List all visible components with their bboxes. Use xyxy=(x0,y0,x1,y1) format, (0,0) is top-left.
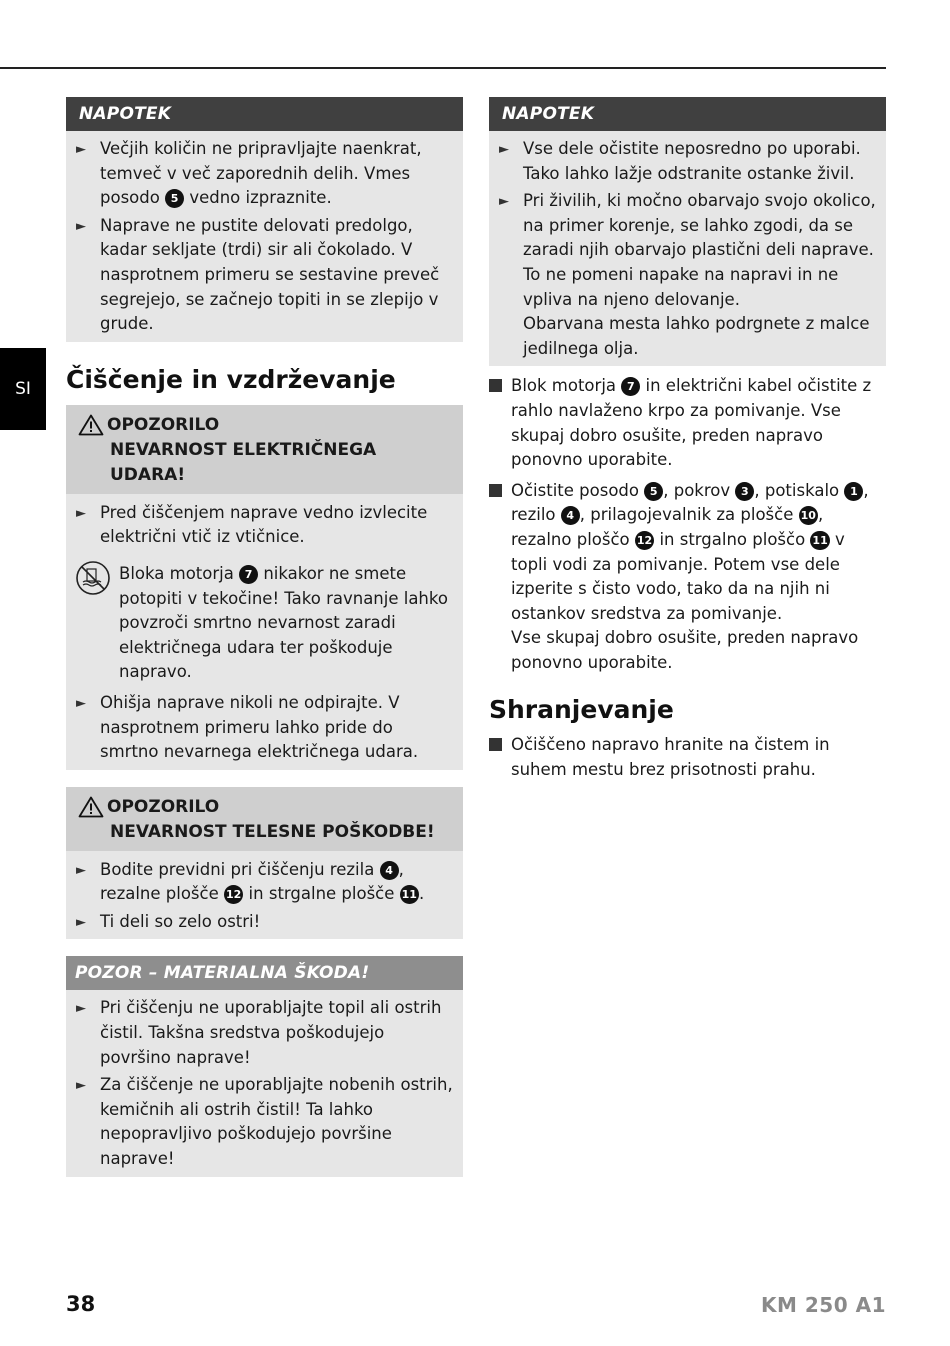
arrow-icon: ► xyxy=(76,1078,86,1094)
square-bullet-icon xyxy=(489,484,502,497)
part-number-badge: 5 xyxy=(644,482,663,501)
top-rule xyxy=(0,67,886,69)
note-title: NAPOTEK xyxy=(489,97,886,131)
left-column xyxy=(66,97,463,1177)
part-number-badge: 12 xyxy=(224,885,243,904)
arrow-icon: ► xyxy=(76,862,86,878)
list-item: ► Pred čiščenjem naprave vedno izvlecite električni vtič iz vtičnice. xyxy=(76,502,428,547)
square-bullet-icon xyxy=(489,738,502,751)
warning-header xyxy=(66,787,463,851)
step-item: Blok motorja 7 in električni kabel očistite z rahlo navlaženo krpo za pomivanje. Vse skupaj dobro osušite, preden napravo ponovno uporabite. xyxy=(489,374,886,472)
no-submerge-notice xyxy=(76,562,453,685)
part-number-badge: 7 xyxy=(239,565,258,584)
warning-label: OPOZORILO xyxy=(107,414,220,435)
part-number-badge: 4 xyxy=(380,861,399,880)
list-item: ► Bodite previdni pri čiščenju rezila 4 , rezalne plošče 12 in strgalne plošče 11 . xyxy=(76,859,425,904)
warning-subtitle: NEVARNOST TELESNE POŠKODBE! xyxy=(110,821,435,842)
no-submerge-icon xyxy=(75,560,111,596)
warning-header xyxy=(66,405,463,494)
step-item: Očistite posodo 5 , pokrov 3 , potiskalo 1 , rezilo 4 , prilagojevalnik za plošče 10 , rezalno ploščo 12 in strgalno ploščo 11 v topli vodi za pomivanje. Potem vse dele izperite s čisto vodo, tako da na njih ni ostankov sredstva za pomivanje. Vse skupaj dobro osušite, preden napravo ponovno uporabite. xyxy=(489,479,886,676)
warning-box-electric xyxy=(66,405,463,770)
list-item: ► Vse dele očistite neposredno po uporabi. Tako lahko lažje odstranite ostanke živil. xyxy=(499,139,861,183)
warning-box-injury xyxy=(66,787,463,940)
right-column xyxy=(489,97,886,789)
note-box-right xyxy=(489,97,886,366)
arrow-icon: ► xyxy=(76,914,86,930)
part-number-badge: 7 xyxy=(621,377,640,396)
list-item: ► Ti deli so zelo ostri! xyxy=(76,910,453,935)
list-item: ► Večjih količin ne pripravljajte naenkrat, temveč v več zaporednih delih. Vmes posodo 5 vedno izpraznite. xyxy=(76,139,422,208)
arrow-icon: ► xyxy=(499,194,509,210)
arrow-icon: ► xyxy=(76,1001,86,1017)
part-number-badge: 10 xyxy=(799,506,818,525)
part-number-badge: 12 xyxy=(635,531,654,550)
list-item: ► Ohišja naprave nikoli ne odpirajte. V nasprotnem primeru lahko pride do smrtno nevarnega električnega udara. xyxy=(76,692,419,762)
part-number-badge: 3 xyxy=(735,482,754,501)
arrow-icon: ► xyxy=(76,218,86,234)
step-item: Očiščeno napravo hranite na čistem in suhem mestu brez prisotnosti prahu. xyxy=(489,733,886,782)
section-heading-cleaning: Čiščenje in vzdrževanje xyxy=(66,364,396,394)
part-number-badge: 5 xyxy=(165,189,184,208)
part-number-badge: 1 xyxy=(844,482,863,501)
warning-triangle-icon xyxy=(78,796,104,818)
square-bullet-icon xyxy=(489,379,502,392)
arrow-icon: ► xyxy=(76,142,86,157)
part-number-badge: 11 xyxy=(400,885,419,904)
caution-title: POZOR – MATERIALNA ŠKODA! xyxy=(66,956,463,990)
list-item: ► Naprave ne pustite delovati predolgo, kadar sekljate (trdi) sir ali čokolado. V nasprotnem primeru se sestavine preveč segrejejo, se začnejo topiti in se zlepijo v grude. xyxy=(76,215,440,334)
no-submerge-text: Bloka motorja 7 nikakor ne smete potopiti v tekočine! Tako ravnanje lahko povzroči smrtno nevarnost zaradi električnega udara ter poškoduje napravo. xyxy=(119,563,448,682)
part-number-badge: 11 xyxy=(810,531,829,550)
arrow-icon: ► xyxy=(499,142,509,157)
language-tab xyxy=(0,348,46,430)
list-item: ► Pri živilih, ki močno obarvajo svojo okolico, na primer korenje, se lahko zgodi, da se zaradi njih obarvajo plastični deli naprave. To ne pomeni napake na napravi in ne vpliva na njeno delovanje. Obarvana mesta lahko podrgnete z malce jedilnega olja. xyxy=(499,191,876,358)
caution-box-material xyxy=(66,956,463,1176)
warning-subtitle: NEVARNOST ELEKTRIČNEGA UDARA! xyxy=(110,439,377,485)
list-item: ► Za čiščenje ne uporabljajte nobenih ostrih, kemičnih ali ostrih čistil! Ta lahko nepopravljivo poškodujejo površine naprave! xyxy=(76,1075,453,1169)
language-label: SI xyxy=(15,379,31,399)
list-item: ► Pri čiščenju ne uporabljajte topil ali ostrih čistil. Takšna sredstva poškodujejo površino naprave! xyxy=(76,998,442,1067)
arrow-icon: ► xyxy=(76,505,86,521)
model-name: KM 250 A1 xyxy=(761,1293,886,1317)
part-number-badge: 4 xyxy=(561,506,580,525)
note-box-left xyxy=(66,97,463,342)
warning-label: OPOZORILO xyxy=(107,796,220,817)
warning-triangle-icon xyxy=(78,414,104,436)
arrow-icon: ► xyxy=(76,695,86,711)
section-heading-storage: Shranjevanje xyxy=(489,695,674,725)
note-title: NAPOTEK xyxy=(66,97,463,131)
page-number: 38 xyxy=(66,1292,96,1316)
